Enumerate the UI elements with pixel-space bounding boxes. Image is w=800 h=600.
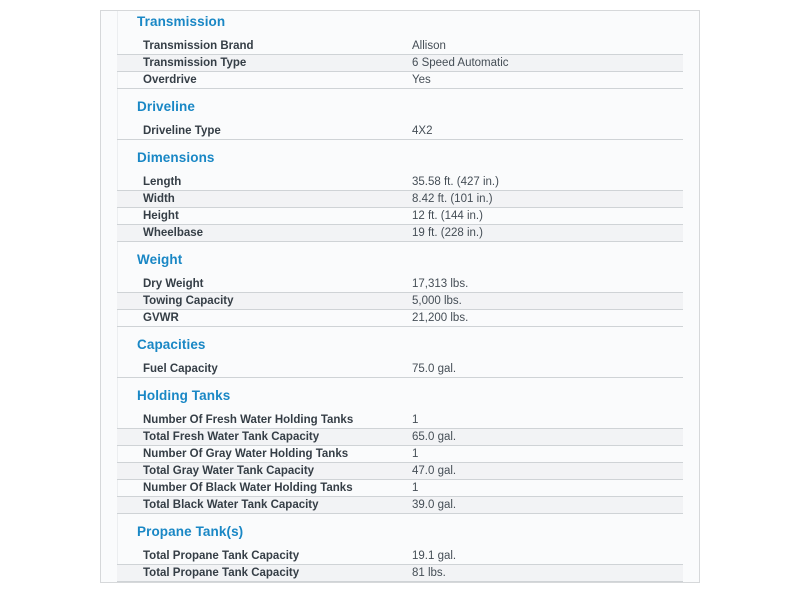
spec-value: 5,000 lbs. [412,295,462,307]
specifications-panel [100,10,700,583]
spec-label: GVWR [143,312,179,324]
spec-row [117,548,683,565]
spec-value: 1 [412,414,419,426]
section-driveline [101,100,699,140]
spec-row [117,208,683,225]
spec-row [117,429,683,446]
spec-row [117,480,683,497]
spec-value: 17,313 lbs. [412,278,469,290]
section-holding-tanks [101,389,699,514]
spec-value: 4X2 [412,125,433,137]
spec-row [117,361,683,378]
spec-row [117,497,683,514]
spec-label: Driveline Type [143,125,221,137]
section-rows [117,174,683,242]
section-propane-tanks [101,525,699,582]
spec-label: Overdrive [143,74,197,86]
section-rows [117,38,683,89]
section-title: Dimensions [137,150,215,165]
spec-row [117,123,683,140]
spec-value: 39.0 gal. [412,499,457,511]
spec-value: 12 ft. (144 in.) [412,210,483,222]
spec-row [117,446,683,463]
spec-label: Total Propane Tank Capacity [143,567,300,579]
spec-value: 1 [412,448,419,460]
spec-row [117,38,683,55]
spec-value: 21,200 lbs. [412,312,469,324]
spec-row [117,412,683,429]
spec-value: 75.0 gal. [412,363,457,375]
spec-row [117,191,683,208]
spec-value: 8.42 ft. (101 in.) [412,193,493,205]
spec-row [117,463,683,480]
section-title: Transmission [137,14,226,29]
spec-label: Total Fresh Water Tank Capacity [143,431,320,443]
spec-label: Total Propane Tank Capacity [143,550,300,562]
spec-row [117,225,683,242]
section-dimensions [101,151,699,242]
spec-value: 1 [412,482,419,494]
spec-row [117,276,683,293]
spec-label: Total Black Water Tank Capacity [143,499,319,511]
spec-value: 47.0 gal. [412,465,457,477]
spec-value: 35.58 ft. (427 in.) [412,176,499,188]
section-title: Driveline [137,99,195,114]
spec-label: Number Of Gray Water Holding Tanks [143,448,349,460]
spec-label: Height [143,210,179,222]
spec-row [117,310,683,327]
spec-value: Allison [412,40,446,52]
spec-row [117,55,683,72]
spec-value: 65.0 gal. [412,431,457,443]
section-title: Weight [137,252,183,267]
spec-label: Wheelbase [143,227,204,239]
spec-value: 81 lbs. [412,567,446,579]
spec-value: 6 Speed Automatic [412,57,509,69]
specifications-content [101,11,699,582]
section-weight [101,253,699,327]
section-rows [117,548,683,582]
spec-row [117,293,683,310]
spec-label: Towing Capacity [143,295,234,307]
spec-row [117,72,683,89]
spec-label: Fuel Capacity [143,363,218,375]
section-capacities [101,338,699,378]
section-transmission [101,15,699,89]
spec-label: Length [143,176,182,188]
spec-label: Transmission Type [143,57,247,69]
section-rows [117,412,683,514]
spec-value: 19 ft. (228 in.) [412,227,483,239]
spec-value: 19.1 gal. [412,550,457,562]
spec-label: Width [143,193,175,205]
section-title: Capacities [137,337,206,352]
spec-value: Yes [412,74,431,86]
spec-label: Total Gray Water Tank Capacity [143,465,315,477]
section-rows [117,276,683,327]
spec-row [117,174,683,191]
section-rows [117,123,683,140]
section-rows [117,361,683,378]
section-title: Propane Tank(s) [137,524,244,539]
spec-label: Dry Weight [143,278,204,290]
spec-label: Transmission Brand [143,40,254,52]
spec-label: Number Of Black Water Holding Tanks [143,482,353,494]
spec-row [117,565,683,582]
section-title: Holding Tanks [137,388,231,403]
spec-label: Number Of Fresh Water Holding Tanks [143,414,354,426]
